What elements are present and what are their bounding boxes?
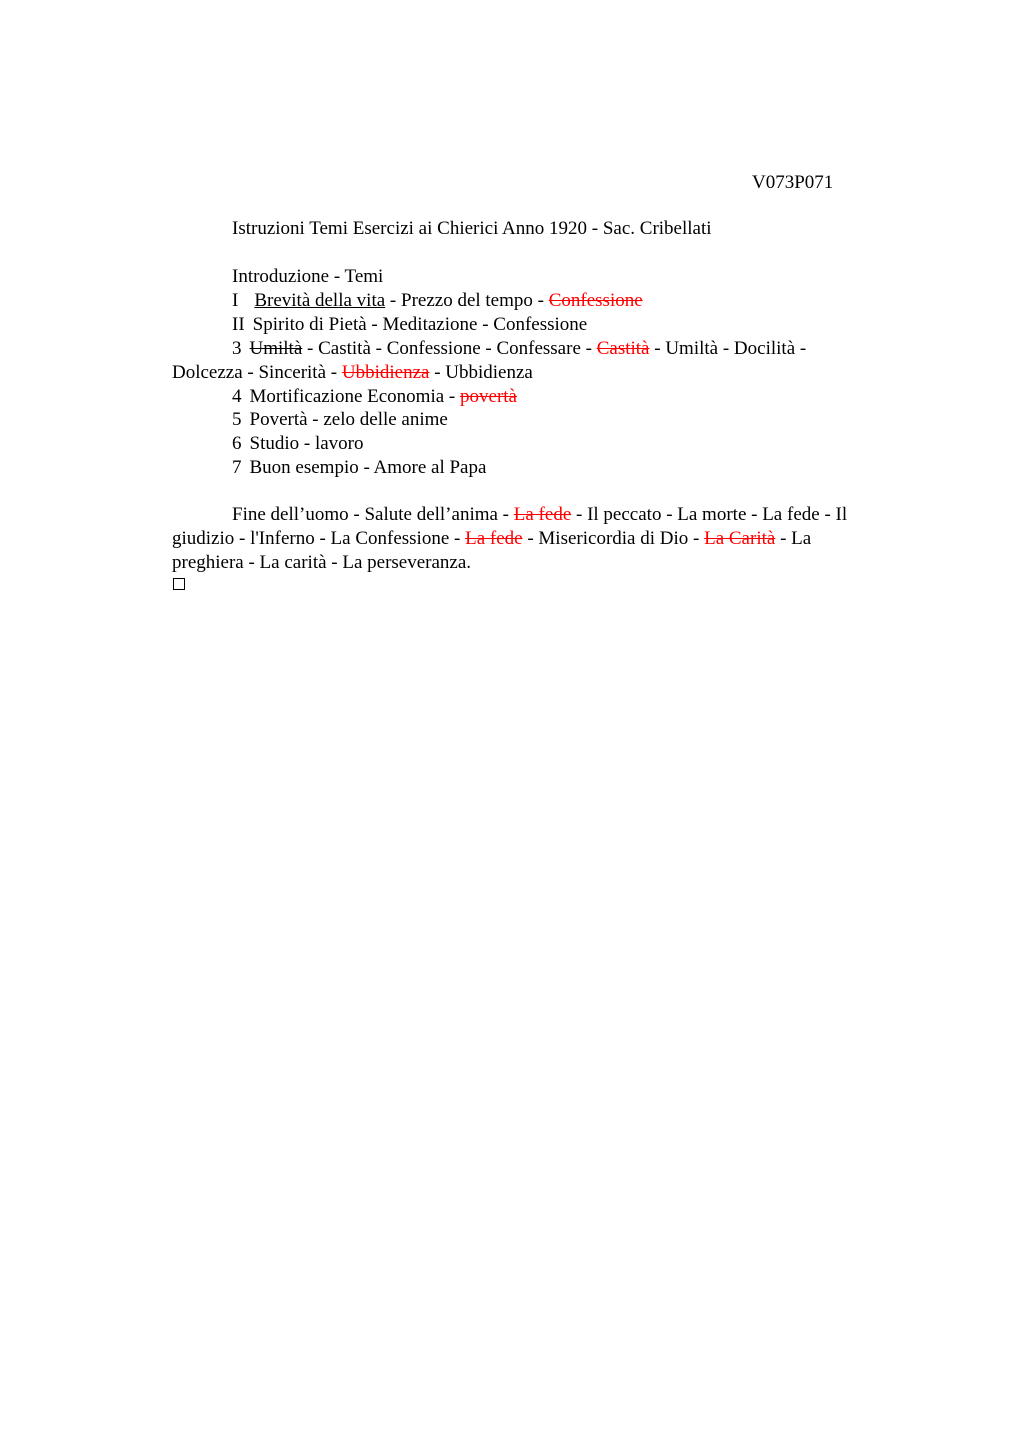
item-text: - Castità - Confessione - Confessare - bbox=[302, 338, 597, 359]
deleted-text: La Carità bbox=[704, 528, 776, 549]
item-number: II bbox=[232, 314, 245, 335]
theme-item-7 bbox=[232, 456, 486, 480]
deleted-text: Confessione bbox=[548, 290, 643, 311]
theme-item-3 bbox=[232, 337, 806, 361]
document-title: Istruzioni Temi Esercizi ai Chierici Anno 1920 - Sac. Cribellati bbox=[232, 218, 712, 239]
item-text: Studio - lavoro bbox=[249, 433, 364, 454]
item-number: 5 bbox=[232, 409, 242, 430]
deleted-text: povertà bbox=[460, 386, 517, 407]
checkbox-square-icon bbox=[173, 578, 185, 590]
item-number: 4 bbox=[232, 386, 242, 407]
item-text: Povertà - zelo delle anime bbox=[249, 409, 448, 430]
item-number: 7 bbox=[232, 457, 242, 478]
item-number: 6 bbox=[232, 433, 242, 454]
item-text-tail: - Ubbidienza bbox=[429, 362, 533, 383]
paragraph-line-3: preghiera - La carità - La perseveranza. bbox=[172, 552, 472, 573]
deleted-text: La fede bbox=[513, 504, 572, 525]
paragraph-line-2 bbox=[172, 527, 811, 551]
item-text: Dolcezza - Sincerità - bbox=[172, 362, 342, 383]
deleted-text: Ubbidienza bbox=[341, 362, 430, 383]
theme-item-3-continuation bbox=[172, 361, 533, 385]
deleted-text: Castità bbox=[596, 338, 650, 359]
item-number: I bbox=[232, 290, 239, 311]
theme-item-4 bbox=[232, 385, 517, 409]
item-number: 3 bbox=[232, 338, 242, 359]
document-reference: V073P071 bbox=[752, 172, 834, 193]
theme-item-5 bbox=[232, 408, 448, 432]
struck-text: Umiltà bbox=[249, 338, 303, 359]
paragraph-text: Fine dell’uomo - Salute dell’anima - bbox=[232, 504, 514, 525]
paragraph-line-1 bbox=[232, 503, 847, 527]
item-text-tail: - Umiltà - Docilità - bbox=[649, 338, 807, 359]
paragraph-text: - Misericordia di Dio - bbox=[522, 528, 705, 549]
deleted-text: La fede bbox=[465, 528, 523, 549]
paragraph-text: - La bbox=[775, 528, 812, 549]
paragraph-text: giudizio - l'Inferno - La Confessione - bbox=[172, 528, 466, 549]
item-text: Spirito di Pietà - Meditazione - Confessione bbox=[252, 314, 588, 335]
underlined-text: Brevità della vita bbox=[254, 290, 386, 311]
intro-heading: Introduzione - Temi bbox=[232, 266, 384, 287]
theme-item-2 bbox=[232, 313, 587, 337]
theme-item-1 bbox=[232, 289, 643, 313]
item-text: - Prezzo del tempo - bbox=[385, 290, 549, 311]
item-text: Mortificazione Economia - bbox=[249, 386, 461, 407]
paragraph-text: - Il peccato - La morte - La fede - Il bbox=[571, 504, 848, 525]
item-text: Buon esempio - Amore al Papa bbox=[249, 457, 487, 478]
theme-item-6 bbox=[232, 432, 364, 456]
